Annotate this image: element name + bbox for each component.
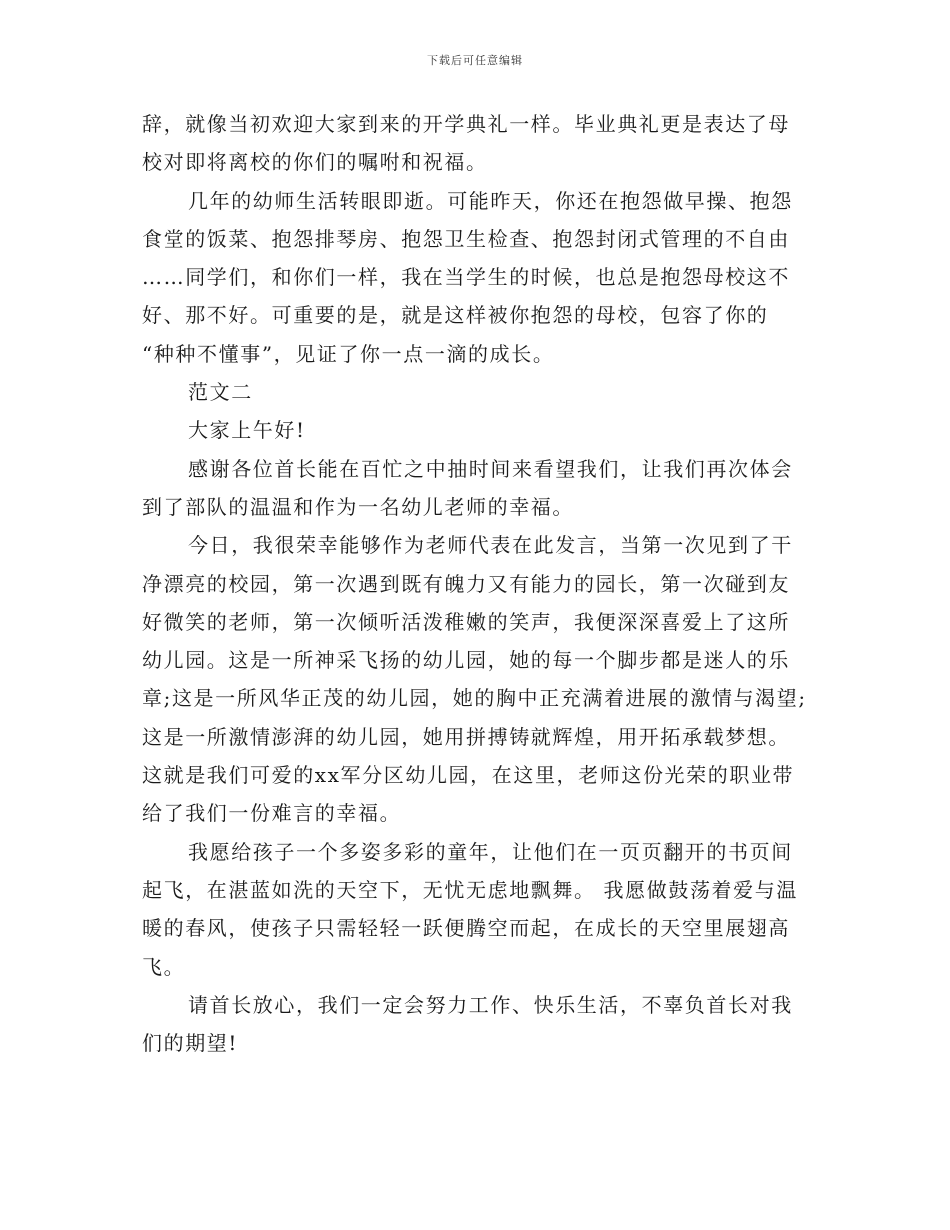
- text-line: 校对即将离校的你们的嘱咐和祝福。: [142, 150, 488, 175]
- text-line: 这就是我们可爱的xx军分区幼儿园，在这里，老师这份光荣的职业带: [142, 763, 795, 788]
- text-line: 食堂的饭菜、抱怨排琴房、抱怨卫生检查、抱怨封闭式管理的不自由: [142, 226, 790, 251]
- text-line: 请首长放心，我们一定会努力工作、快乐生活，不辜负首长对我: [188, 992, 793, 1017]
- text-line: 大家上午好!: [188, 418, 306, 443]
- text-line: ……同学们，和你们一样，我在当学生的时候，也总是抱怨母校这不: [142, 265, 790, 290]
- text-line: 我愿给孩子一个多姿多彩的童年，让他们在一页页翻开的书页间: [188, 839, 793, 864]
- text-line: 这是一所激情澎湃的幼儿园，她用拼搏铸就辉煌，用开拓承载梦想。: [142, 724, 790, 749]
- text-line: 范文二: [188, 380, 253, 405]
- text-line: 暖的春风，使孩子只需轻轻一跃便腾空而起，在成长的天空里展翅高: [142, 916, 790, 941]
- text-line: 几年的幼师生活转眼即逝。可能昨天，你还在抱怨做早操、抱怨: [188, 188, 793, 213]
- document-body: [142, 105, 812, 1062]
- text-line: 给了我们一份难言的幸福。: [142, 801, 402, 826]
- text-line: 们的期望!: [142, 1031, 239, 1056]
- text-line: 辞，就像当初欢迎大家到来的开学典礼一样。毕业典礼更是表达了母: [142, 112, 790, 136]
- text-line: 起飞，在湛蓝如洗的天空下，无忧无虑地飘舞。 我愿做鼓荡着爱与温: [142, 877, 798, 902]
- text-line: 好、那不好。可重要的是，就是这样被你抱怨的母校，包容了你的: [142, 303, 769, 328]
- text-line: 到了部队的温温和作为一名幼儿老师的幸福。: [142, 494, 574, 519]
- text-line: 章;这是一所风华正茂的幼儿园，她的胸中正充满着进展的激情与渴望;: [142, 686, 807, 711]
- text-line: 幼儿园。这是一所神采飞扬的幼儿园，她的每一个脚步都是迷人的乐: [142, 648, 790, 673]
- text-line: “种种不懂事”，见证了你一点一滴的成长。: [142, 341, 555, 366]
- text-line: 今日，我很荣幸能够作为老师代表在此发言，当第一次见到了干: [188, 533, 793, 558]
- text-line: 飞。: [142, 954, 186, 979]
- text-line: 感谢各位首长能在百忙之中抽时间来看望我们，让我们再次体会: [188, 456, 793, 481]
- text-line: 净漂亮的校园，第一次遇到既有魄力又有能力的园长，第一次碰到友: [142, 571, 790, 596]
- page-header: 下载后可任意编辑: [427, 54, 523, 67]
- text-line: 好微笑的老师，第一次倾听活泼稚嫩的笑声，我便深深喜爱上了这所: [142, 609, 790, 634]
